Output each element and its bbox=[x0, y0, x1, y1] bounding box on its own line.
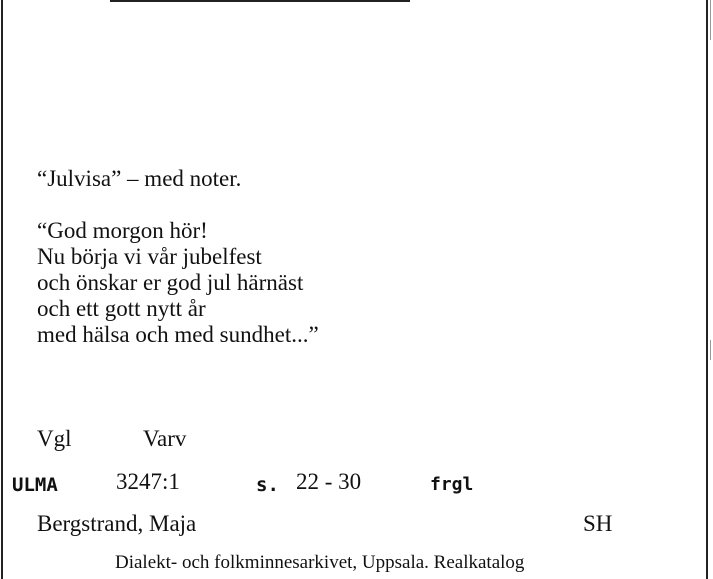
poem-line: och önskar er god jul härnäst bbox=[37, 270, 304, 295]
scan-edge-mark bbox=[710, 340, 711, 360]
poem-line: Nu börja vi vår jubelfest bbox=[37, 244, 262, 269]
poem-text bbox=[37, 218, 319, 348]
card-title: “Julvisa” – med noter. bbox=[37, 166, 242, 191]
archive-label: ULMA bbox=[12, 474, 58, 496]
record-number: 3247:1 bbox=[116, 469, 180, 494]
poem-line: med hälsa och med sundhet...” bbox=[37, 322, 319, 347]
scan-edge-mark bbox=[710, 0, 711, 40]
recorder-signature: SH bbox=[583, 511, 613, 536]
poem-line: och ett gott nytt år bbox=[37, 296, 206, 321]
pages-label: s. bbox=[256, 474, 279, 496]
archive-footer: Dialekt- och folkminnesarkivet, Uppsala. Realkatalog bbox=[115, 552, 525, 573]
card-right-border bbox=[706, 0, 708, 579]
poem-line: “God morgon hör! bbox=[37, 218, 208, 243]
informant-name: Bergstrand, Maja bbox=[37, 511, 197, 536]
vgl-label: Vgl bbox=[37, 426, 72, 451]
varv-reference: Varv bbox=[143, 426, 187, 451]
card-left-border bbox=[1, 0, 3, 579]
card-top-border bbox=[110, 0, 410, 2]
note-label: frgl bbox=[430, 474, 474, 495]
page-range: 22 - 30 bbox=[296, 469, 362, 494]
